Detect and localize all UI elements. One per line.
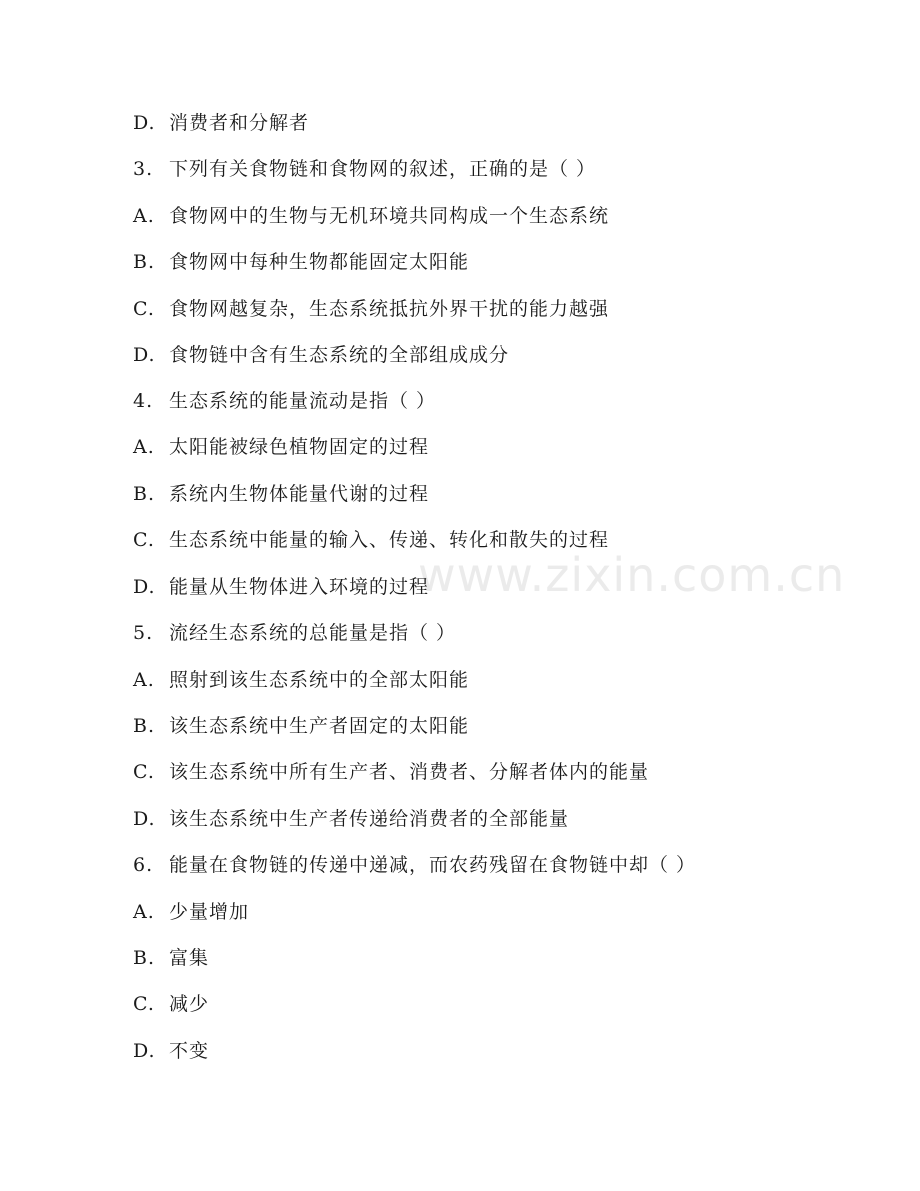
line-text: 消费者和分解者	[169, 112, 310, 134]
line-label: B.	[133, 715, 156, 737]
option-line	[133, 201, 609, 231]
line-label: C.	[133, 993, 155, 1015]
line-text: 食物网中的生物与无机环境共同构成一个生态系统	[169, 205, 610, 227]
line-text: 不变	[169, 1040, 210, 1062]
option-line	[133, 989, 209, 1019]
line-text: 该生态系统中生产者传递给消费者的全部能量	[169, 808, 570, 830]
question-line	[133, 850, 696, 880]
line-label: B.	[133, 947, 156, 969]
line-label: 5.	[133, 622, 154, 644]
line-text: 能量从生物体进入环境的过程	[169, 576, 430, 598]
option-line	[133, 108, 309, 138]
line-text: 系统内生物体能量代谢的过程	[169, 483, 430, 505]
line-label: C.	[133, 529, 155, 551]
option-line	[133, 1036, 209, 1066]
line-text: 生态系统中能量的输入、传递、转化和散失的过程	[169, 529, 610, 551]
watermark: www.zixin.com.cn	[418, 548, 846, 602]
line-label: B.	[133, 483, 156, 505]
line-label: A.	[133, 205, 155, 227]
line-text: 食物链中含有生态系统的全部组成成分	[169, 344, 510, 366]
line-label: D.	[133, 808, 156, 830]
option-line	[133, 340, 509, 370]
line-label: D.	[133, 344, 156, 366]
line-label: C.	[133, 761, 155, 783]
question-line	[133, 386, 436, 416]
option-line	[133, 572, 429, 602]
line-label: A.	[133, 901, 155, 923]
line-text: 下列有关食物链和食物网的叙述，正确的是（ ）	[169, 158, 597, 180]
line-text: 食物网中每种生物都能固定太阳能	[169, 251, 470, 273]
option-line	[133, 897, 249, 927]
line-text: 富集	[169, 947, 210, 969]
line-text: 照射到该生态系统中的全部太阳能	[169, 669, 470, 691]
line-label: D.	[133, 576, 156, 598]
line-text: 减少	[169, 993, 210, 1015]
line-label: 4.	[133, 390, 154, 412]
line-text: 少量增加	[169, 901, 250, 923]
line-text: 该生态系统中生产者固定的太阳能	[169, 715, 470, 737]
line-label: D.	[133, 1040, 156, 1062]
option-line	[133, 804, 569, 834]
option-line	[133, 247, 469, 277]
option-line	[133, 479, 429, 509]
line-text: 能量在食物链的传递中递减，而农药残留在食物链中却（ ）	[169, 854, 697, 876]
line-label: D.	[133, 112, 156, 134]
option-line	[133, 757, 649, 787]
line-label: B.	[133, 251, 156, 273]
option-line	[133, 665, 469, 695]
question-line	[133, 154, 596, 184]
option-line	[133, 525, 609, 555]
option-line	[133, 432, 429, 462]
line-text: 生态系统的能量流动是指（ ）	[169, 390, 437, 412]
line-label: 6.	[133, 854, 154, 876]
line-text: 食物网越复杂，生态系统抵抗外界干扰的能力越强	[169, 298, 610, 320]
option-line	[133, 943, 209, 973]
option-line	[133, 294, 609, 324]
line-label: A.	[133, 436, 155, 458]
line-label: C.	[133, 298, 155, 320]
question-line	[133, 618, 456, 648]
line-label: A.	[133, 669, 155, 691]
line-label: 3.	[133, 158, 154, 180]
option-line	[133, 711, 469, 741]
line-text: 该生态系统中所有生产者、消费者、分解者体内的能量	[169, 761, 650, 783]
line-text: 太阳能被绿色植物固定的过程	[169, 436, 430, 458]
line-text: 流经生态系统的总能量是指（ ）	[169, 622, 457, 644]
